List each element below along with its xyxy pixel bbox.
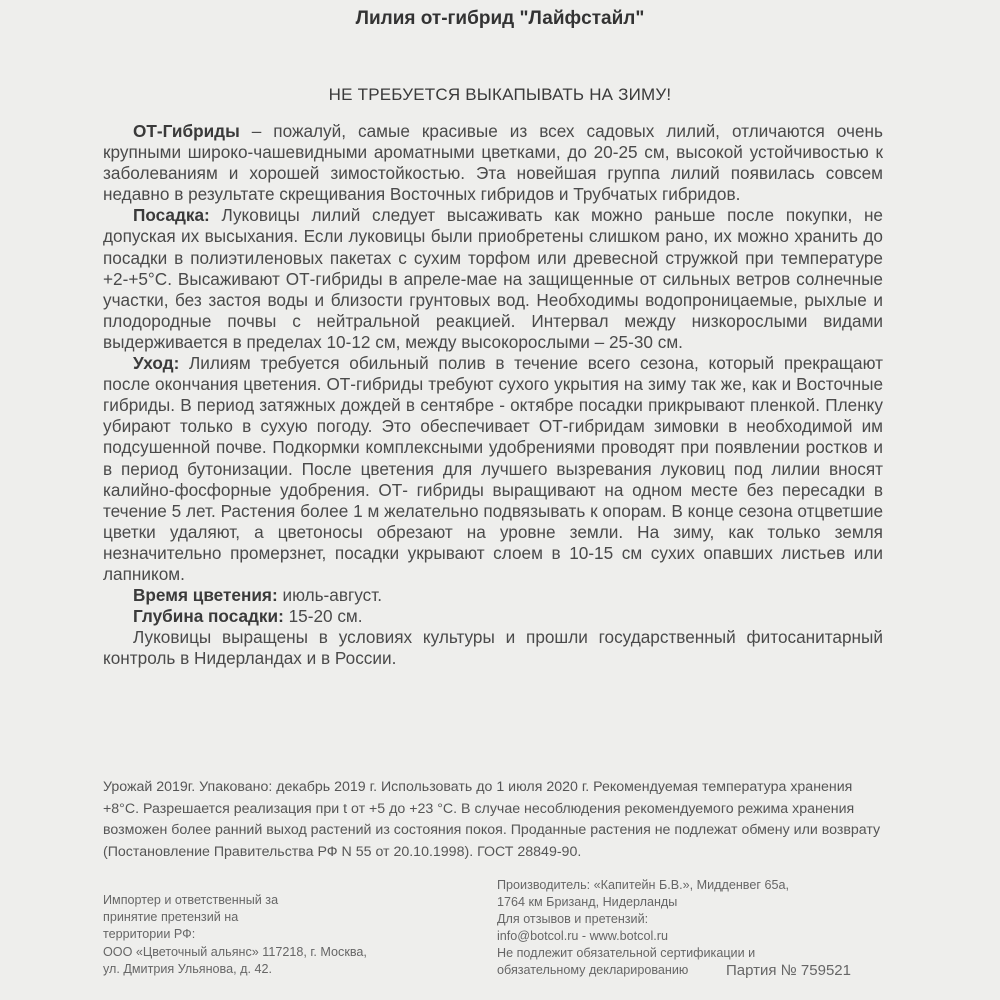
intro-paragraph: [103, 121, 883, 205]
depth-term: Глубина посадки:: [133, 606, 284, 627]
bloom-term: Время цветения:: [133, 585, 278, 606]
producer-line: Не подлежит обязательной сертификации и: [497, 946, 756, 960]
planting-paragraph: [103, 205, 883, 353]
producer-line: Для отзывов и претензий:: [497, 912, 649, 926]
importer-line: ООО «Цветочный альянс» 117218, г. Москва,: [103, 944, 367, 959]
importer-line: Импортер и ответственный за: [103, 893, 279, 907]
producer-line: Производитель: «Капитейн Б.В.», Мидденвег 65а,: [497, 878, 789, 892]
bloom-paragraph: [103, 585, 883, 606]
producer-line: 1764 км Бризанд, Нидерланды: [497, 895, 678, 909]
product-title: Лилия от-гибрид "Лайфстайл": [355, 8, 645, 29]
bloom-text: июль-август.: [277, 585, 382, 606]
description-body: [103, 121, 883, 669]
planting-term: Посадка:: [133, 205, 210, 226]
care-text: Лилиям требуется обильный полив в течение всего сезона, который прекращают после окончания цветения. ОТ-гибриды требуют сухого укрытия на зиму так же, как и Восточные гибриды. В период затяжных дождей в сентябре - октябре посадки прикрывают пленкой. Пленку убирают только в сухую погоду. Это обеспечивает ОТ-гибридам зимовки в необходимой им подсушенной почве. Подкормки комплексными удобрениями проводят при появлении ростков и в период бутонизации. После цветения для лучшего вызревания луковиц под лилии вносят калийно-фосфорные удобрения. ОТ- гибриды выращивают на одном месте без пересадки в течение 5 лет. Растения более 1 м желательно подвязывать к опорам. В конце сезона отцветшие цветки удаляют, а цветоносы обрезают на уровне земли. На зиму, как только земля незначительно промерзнет, посадки укрывают слоем в 10-15 см сухих опавших листьев или лапником.: [103, 353, 883, 584]
planting-text: Луковицы лилий следует высаживать как можно раньше после покупки, не допуская их высыхания. Если луковицы были приобретены слишком рано, их можно хранить до посадки в полиэтиленовых пакетах с сухим торфом или древесной стружкой при температуре +2-+5°С. Высаживают ОТ-гибриды в апреле-мае на защищенные от сильных ветров солнечные участки, без застоя воды и близости грунтовых вод. Необходимы водопроницаемые, рыхлые и плодородные почвы с нейтральной реакцией. Интервал между низкорослыми видами выдерживается в пределах 10-12 см, между высокорослыми – 25-30 см.: [103, 205, 883, 352]
batch-number: Партия № 759521: [726, 962, 851, 979]
importer-line: территории РФ:: [103, 927, 196, 942]
producer-line: обязательному декларированию: [497, 963, 689, 977]
care-term: Уход:: [133, 353, 180, 374]
intro-term: ОТ-Гибриды: [133, 121, 240, 141]
depth-paragraph: [103, 606, 883, 627]
storage-note: Урожай 2019г. Упаковано: декабрь 2019 г. Использовать до 1 июля 2020 г. Рекомендуемая температура хранения +8°С. Разрешается реализация при t от +5 до +23 °С. В случае несоблюдения рекомендуемого режима хранения возможен более ранний выход растений из состояния покоя. Проданные растения не подлежат обмену или возврату (Постановление Правительства РФ N 55 от 20.10.1998). ГОСТ 28849-90.: [103, 779, 881, 860]
intro-text: – пожалуй, самые красивые из всех садовых лилий, отличаются очень крупными широко-чашевидными ароматными цветками, до 20-25 см, высокой устойчивостью к заболеваниям и хорошей зимостойкостью. Эта новейшая группа лилий появилась совсем недавно в результате скрещивания Восточных гибридов и Трубчатых гибридов.: [103, 121, 883, 205]
importer-block: [103, 892, 393, 978]
importer-line: принятие претензий на: [103, 910, 239, 925]
depth-text: 15-20 см.: [283, 606, 363, 627]
care-paragraph: [103, 353, 883, 585]
producer-contacts: info@botcol.ru - www.botcol.ru: [497, 929, 668, 943]
control-paragraph: Луковицы выращены в условиях культуры и прошли государственный фитосанитарный контроль в Нидерландах и в России.: [103, 627, 883, 669]
winter-notice: НЕ ТРЕБУЕТСЯ ВЫКАПЫВАТЬ НА ЗИМУ!: [328, 85, 672, 104]
importer-line: ул. Дмитрия Ульянова, д. 42.: [103, 961, 272, 976]
